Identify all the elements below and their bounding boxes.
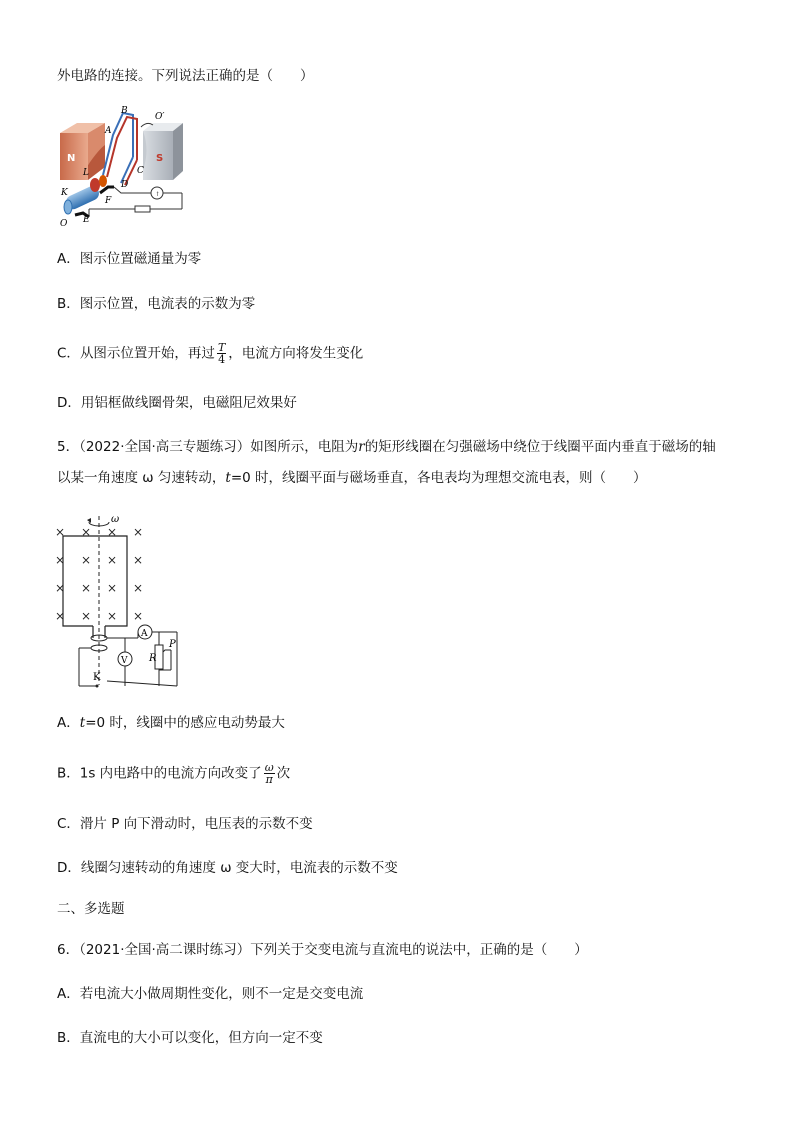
q5-stem-line1: 5．（2022·全国·高三专题练习）如图所示，电阻为r的矩形线圈在匀强磁场中绕位于线圈平面内垂直于磁场的轴 [57,439,716,455]
svg-text:A: A [105,126,112,136]
svg-text:C: C [137,166,144,176]
svg-text:P: P [169,639,176,650]
svg-text:A: A [141,629,148,639]
q5-option-a: A．t=0 时，线圈中的感应电动势最大 [57,715,285,731]
svg-text:×: × [55,525,66,539]
q5-stem-line2: 以某一角速度 ω 匀速转动，t=0 时，线圈平面与磁场垂直，各电表均为理想交流电表，则（ ） [57,470,647,486]
svg-text:×: × [107,609,118,623]
q4-option-d: D．用铝框做线圈骨架，电磁阻尼效果好 [57,395,297,411]
q4-option-a: A．图示位置磁通量为零 [57,251,202,267]
generator-figure [55,105,190,230]
south-pole-label: S [156,153,164,164]
q5-option-d: D．线圈匀速转动的角速度 ω 变大时，电流表的示数不变 [57,860,398,876]
svg-text:D: D [121,180,129,190]
svg-text:ω: ω [111,514,120,525]
svg-text:×: × [133,553,144,567]
svg-text:V: V [121,656,128,666]
svg-text:L: L [83,168,89,178]
fraction-omega-over-pi: $\frac{\omega}{\pi}$ [264,761,274,786]
svg-text:B: B [121,106,128,116]
resistor-icon [135,206,150,212]
svg-text:O′: O′ [155,112,165,122]
coil [103,113,137,185]
svg-text:×: × [107,581,118,595]
svg-text:×: × [81,609,92,623]
svg-text:×: × [107,525,118,539]
svg-text:↑: ↑ [155,191,161,198]
q6-stem: 6．（2021·全国·高二课时练习）下列关于交变电流与直流电的说法中，正确的是（ ） [57,942,588,958]
fraction-t-over-4: $\frac{T}{4}$ [217,341,226,366]
svg-text:×: × [55,553,66,567]
section-title: 二、多选题 [57,901,125,917]
svg-text:×: × [133,609,144,623]
svg-text:×: × [81,553,92,567]
svg-text:×: × [55,609,66,623]
q4-option-b: B．图示位置，电流表的示数为零 [57,296,256,312]
q5-option-b: B．1s 内电路中的电流方向改变了 $\frac{\omega}{\pi}$ 次 [57,761,291,786]
svg-text:R: R [149,653,157,664]
q5-option-c: C．滑片 P 向下滑动时，电压表的示数不变 [57,816,313,832]
switch-icon [96,685,99,688]
north-pole-label: N [67,153,76,164]
south-magnet [143,123,183,180]
svg-text:O: O [60,219,68,229]
slip-rings [64,175,107,214]
svg-text:F: F [105,196,112,206]
svg-text:K: K [61,188,68,198]
question-stem-tail: 外电路的连接。下列说法正确的是（ ） [57,68,314,84]
svg-text:×: × [81,581,92,595]
q4-option-c: C．从图示位置开始，再过 $\frac{T}{4}$ ，电流方向将发生变化 [57,341,364,366]
q6-option-a: A．若电流大小做周期性变化，则不一定是交变电流 [57,986,364,1002]
svg-text:×: × [81,525,92,539]
svg-text:E: E [83,215,90,225]
svg-text:K: K [93,672,101,683]
coil-outline [63,536,127,638]
q6-option-b: B．直流电的大小可以变化，但方向一定不变 [57,1030,323,1046]
svg-text:×: × [133,581,144,595]
svg-text:×: × [107,553,118,567]
svg-text:×: × [133,525,144,539]
svg-text:×: × [55,581,66,595]
rotating-coil-figure [55,510,190,690]
